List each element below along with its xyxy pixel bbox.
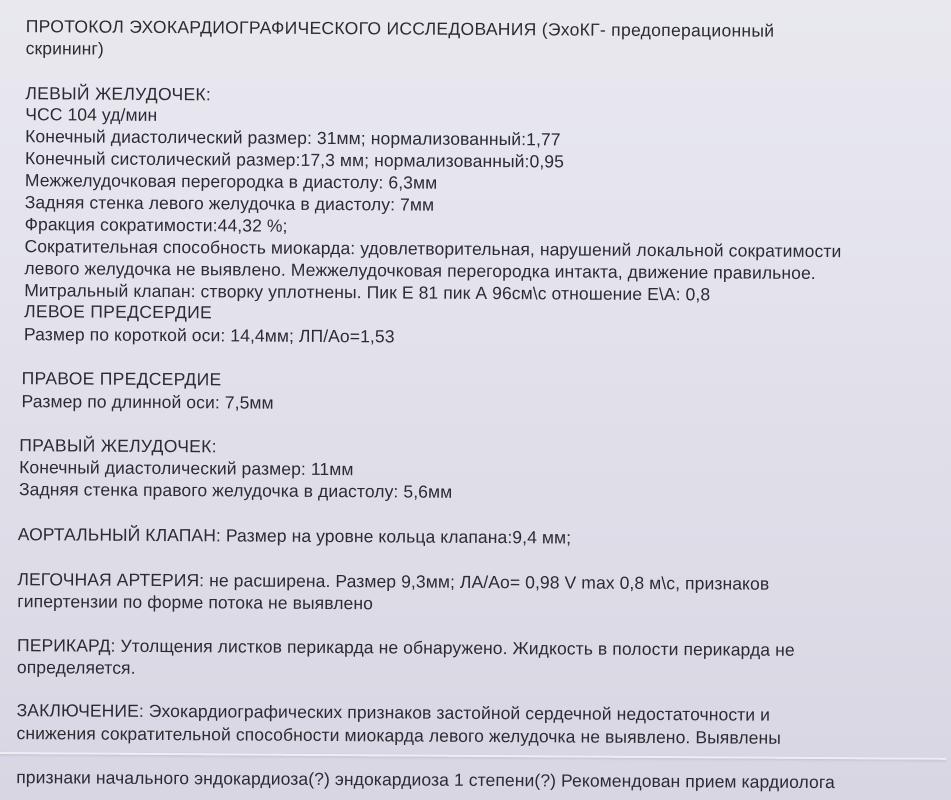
pulmonary-artery-line-2: гипертензии по форме потока не выявлено	[17, 591, 374, 614]
conclusion-line-1: ЗАКЛЮЧЕНИЕ: Эхокардиографических признаков застойной сердечной недостаточности и	[16, 700, 771, 725]
left-atrium-heading: ЛЕВОЕ ПРЕДСЕРДИЕ	[24, 301, 213, 323]
paper-fold-divider	[0, 752, 946, 760]
lv-contractility-line-2: левого желудочка не выявлено. Межжелудочковая перегородка интакта, движение правильное.	[24, 258, 816, 283]
lv-end-systolic-size: Конечный систолический размер:17,3 мм; нормализованный:0,95	[24, 148, 565, 172]
rv-posterior-wall: Задняя стенка правого желудочка в диастолу: 5,6мм	[18, 479, 453, 502]
right-ventricle-heading: ПРАВЫЙ ЖЕЛУДОЧЕК:	[19, 435, 217, 457]
left-ventricle-heading: ЛЕВЫЙ ЖЕЛУДОЧЕК:	[25, 83, 212, 105]
lv-contractility-line-1: Сократительная способность миокарда: удовлетворительная, нарушений локальной сократимости	[24, 236, 842, 262]
conclusion-line-2: снижения сократительной способности миокарда левого желудочка не выявлено. Выявлены	[16, 723, 782, 748]
mitral-valve-text: Митральный клапан: створку уплотнены. Пик Е 81 пик А 96см\с отношение Е\А: 0,8	[24, 280, 711, 305]
conclusion-line-3: признаки начального эндокардиоза(?) эндокардиоза 1 степени(?) Рекомендован прием кардиолога	[16, 767, 835, 793]
rv-end-diastolic-size: Конечный диастолический размер: 11мм	[19, 457, 354, 480]
right-atrium-heading: ПРАВОЕ ПРЕДСЕРДИЕ	[21, 368, 222, 390]
lv-posterior-wall: Задняя стенка левого желудочка в диастолу: 7мм	[24, 192, 435, 215]
right-atrium-size: Размер по длинной оси: 7,5мм	[21, 391, 274, 413]
report-title-line-2: скрининг)	[25, 38, 104, 59]
left-atrium-size: Размер по короткой оси: 14,4мм; ЛП/Ао=1,53	[23, 324, 395, 347]
lv-end-diastolic-size: Конечный диастолический размер: 31мм; нормализованный:1,77	[25, 126, 561, 150]
lv-septum-diastole: Межжелудочковая перегородка в диастолу: 6,3мм	[24, 170, 438, 193]
lv-fractional-shortening: Фракция сократимости:44,32 %;	[24, 214, 288, 236]
pericardium-line-1: ПЕРИКАРД: Утолщения листков перикарда не обнаружено. Жидкость в полости перикарда не	[16, 635, 795, 660]
lv-heart-rate: ЧСС 104 уд/мин	[25, 104, 158, 125]
report-title-line-1: ПРОТОКОЛ ЭХОКАРДИОГРАФИЧЕСКОГО ИССЛЕДОВАНИЯ (ЭхоКГ- предоперационный	[25, 16, 775, 41]
pulmonary-artery-line-1: ЛЕГОЧНАЯ АРТЕРИЯ: не расширена. Размер 9,3мм; ЛА/Ао= 0,98 V max 0,8 м\с, признаков	[17, 569, 770, 594]
pericardium-line-2: определяется.	[16, 657, 136, 678]
aortic-valve-text: АОРТАЛЬНЫЙ КЛАПАН: Размер на уровне кольца клапана:9,4 мм;	[17, 524, 572, 548]
